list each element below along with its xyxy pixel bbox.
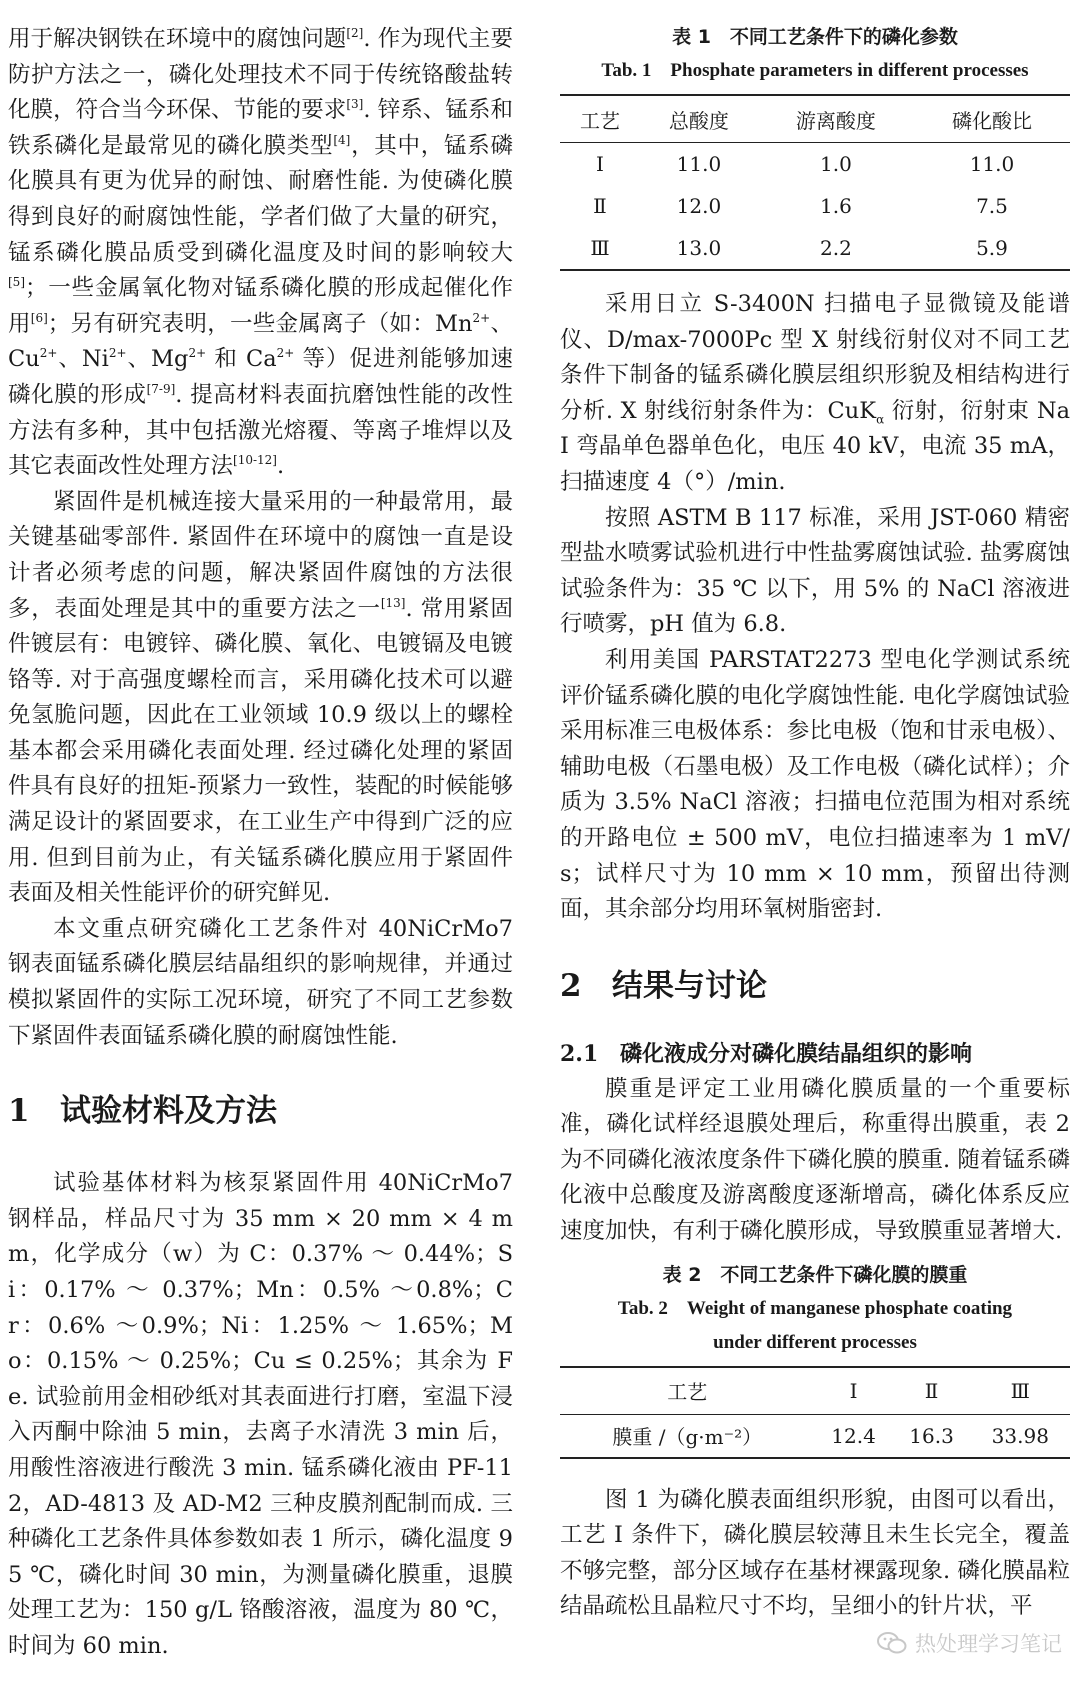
subsection-heading-2-1: 2.1 磷化液成分对磷化膜结晶组织的影响: [560, 1040, 973, 1067]
paragraph-intro: 用于解决钢铁在环境中的腐蚀问题[2]. 作为现代主要防护方法之一，磷化处理技术不同于传统铬酸盐转化膜，符合当今环保、节能的要求[3]. 锌系、锰系和铁系磷化是最常见的磷化膜类型[4]，其中，锰系磷化膜具有更为优异的耐蚀、耐磨性能. 为使磷化膜得到良好的耐腐蚀性能，学者们做了大量的研究，锰系磷化膜品质受到磷化温度及时间的影响较大[5]；一些金属氧化物对锰系磷化膜的形成起催化作用[6]；另有研究表明，一些金属离子（如：$Mn^{2+}$、$Cu^{2+}$、$Ni^{2+}$、$Mg^{2+}$ 和 $Ca^{2+}$ 等）促进剂能够加速磷化膜的形成[7-9]. 提高材料表面抗磨蚀性能的改性方法有多种，其中包括激光熔覆、等离子堆焊以及其它表面改性处理方法[10-12].: [8, 26, 513, 480]
table-2-caption-en: Tab. 2 Weight of manganese phosphate coating: [617, 1297, 1013, 1319]
citation: [10-12]: [233, 453, 277, 468]
table-2-grid: [560, 1366, 1070, 1459]
paragraph-scope: 本文重点研究磷化工艺条件对 40NiCrMo7 钢表面锰系磷化膜层结晶组织的影响规律，并通过模拟紧固件的实际工况环境，研究了不同工艺参数下紧固件表面锰系磷化膜的耐腐蚀性能.: [8, 915, 513, 1049]
citation: [5]: [8, 275, 25, 290]
citation: [13]: [380, 595, 406, 610]
section-heading-1: 1 试验材料及方法: [8, 1093, 277, 1130]
table-1-caption-cn: 表 1 不同工艺条件下的磷化参数: [672, 26, 958, 48]
paragraph-figure-1: 图 1 为磷化膜表面组织形貌，由图可以看出，工艺 Ⅰ 条件下，磷化膜层较薄且未生长完全，覆盖不够完整，部分区域存在基材裸露现象. 磷化膜晶粒结晶疏松且晶粒尺寸不均，呈细小的针片状，平: [560, 1486, 1070, 1620]
citation: [6]: [30, 310, 48, 325]
citation: [2]: [346, 26, 364, 40]
paragraph-materials: 试验基体材料为核泵紧固件用 40NiCrMo7 钢样品，样品尺寸为 35 mm × 20 mm × 4 mm，化学成分（w）为 C：0.37% ～ 0.44%；Si：0.17% ～ 0.37%；Mn：0.5% ～0.8%；Cr：0.6% ～0.9%；Ni：1.25% ～ 1.65%；Mo：0.15% ～ 0.25%；Cu ≤ 0.25%；其余为 Fe. 试验前用金相砂纸对其表面进行打磨，室温下浸入丙酮中除油 5 min，去离子水清洗 3 min 后，用酸性溶液进行酸洗 3 min. 锰系磷化液由 PF-112，AD-4813 及 AD-M2 三种皮膜剂配制而成. 三种磷化工艺条件具体参数如表 1 所示，磷化温度 95 ℃，磷化时间 30 min，为测量磷化膜重，退膜处理工艺为：150 g/L 铬酸溶液，温度为 80 ℃，时间为 60 min.: [8, 1170, 513, 1659]
paragraph-salt-spray: 按照 ASTM B 117 标准，采用 JST-060 精密型盐水喷雾试验机进行中性盐雾腐蚀试验. 盐雾腐蚀试验条件为：35 ℃ 以下，用 5% 的 NaCl 溶液进行喷雾，pH 值为 6.8.: [560, 504, 1070, 638]
table-row: Ⅱ 12.0 1.6 7.5: [593, 194, 1008, 218]
table-header-row: 工艺 总酸度 游离酸度 磷化酸比: [560, 95, 1070, 143]
table-1: [560, 20, 1070, 271]
table-header-row: 工艺 Ⅰ Ⅱ Ⅲ: [560, 1367, 1070, 1415]
paragraph-fasteners: 紧固件是机械连接大量采用的一种最常用，最关键基础零部件. 紧固件在环境中的腐蚀一直是设计者必须考虑的问题，解决紧固件腐蚀的方法很多，表面处理是其中的重要方法之一[13]. 常用紧固件镀层有：电镀锌、磷化膜、氧化、电镀镉及电镀铬等. 对于高强度螺栓而言，采用磷化技术可以避免氢脆问题，因此在工业领域 10.9 级以上的螺栓基本都会采用磷化表面处理. 经过磷化处理的紧固件具有良好的扭矩-预紧力一致性，装配的时候能够满足设计的紧固要求，在工业生产中得到广泛的应用. 但到目前为止，有关锰系磷化膜应用于紧固件表面及相关性能评价的研究鲜见.: [8, 488, 513, 907]
table-2-caption-en-2: under different processes: [713, 1331, 917, 1353]
table-2: [560, 1258, 1070, 1459]
paragraph-sem-xrd: 采用日立 S-3400N 扫描电子显微镜及能谱仪、D/max-7000Pc 型 X 射线衍射仪对不同工艺条件下制备的锰系磷化膜层组织形貌及相结构进行分析. X 射线衍射条件为：CuK$_\alpha$ 衍射，衍射束 NaI 弯晶单色器单色化，电压 40 kV，电流 35 mA，扫描速度 4（°）/min.: [560, 291, 1070, 495]
table-row: Ⅰ 11.0 1.0 11.0: [596, 152, 1015, 176]
section-heading-2: 2 结果与讨论: [560, 967, 767, 1004]
wechat-icon: [877, 1631, 907, 1655]
watermark: [877, 1628, 1062, 1658]
citation: [7-9]: [146, 381, 176, 396]
paragraph-electrochem: 利用美国 PARSTAT2273 型电化学测试系统评价锰系磷化膜的电化学腐蚀性能. 电化学腐蚀试验采用标准三电极体系：参比电极（饱和甘汞电极）、辅助电极（石墨电极）及工作电极（磷化试样）；介质为 3.5% NaCl 溶液；扫描电位范围为相对系统的开路电位 ± 500 mV，电位扫描速率为 1 mV/s；试样尺寸为 10 mm × 10 mm，预留出待测面，其余部分均用环氧树脂密封.: [560, 646, 1070, 923]
right-column: [560, 0, 1070, 1625]
left-column: [8, 0, 513, 1665]
paragraph-film-weight: 膜重是评定工业用磷化膜质量的一个重要标准，磷化试样经退膜处理后，称重得出膜重，表 2 为不同磷化液浓度条件下磷化膜的膜重. 随着锰系磷化液中总酸度及游离酸度逐渐增高，磷化体系反应速度加快，有利于磷化膜形成，导致膜重显著增大.: [560, 1075, 1070, 1245]
table-row: 膜重 /（g·m⁻²） 12.4 16.3 33.98: [560, 1414, 1070, 1458]
citation: [3]: [346, 97, 364, 112]
table-1-caption-en: Tab. 1 Phosphate parameters in different processes: [601, 60, 1029, 81]
table-1-grid: [560, 94, 1070, 271]
watermark-text: 热处理学习笔记: [915, 1632, 1062, 1656]
table-row: Ⅲ 13.0 2.2 5.9: [560, 227, 1070, 270]
table-2-caption-cn: 表 2 不同工艺条件下磷化膜的膜重: [662, 1263, 968, 1286]
citation: [4]: [333, 132, 351, 147]
